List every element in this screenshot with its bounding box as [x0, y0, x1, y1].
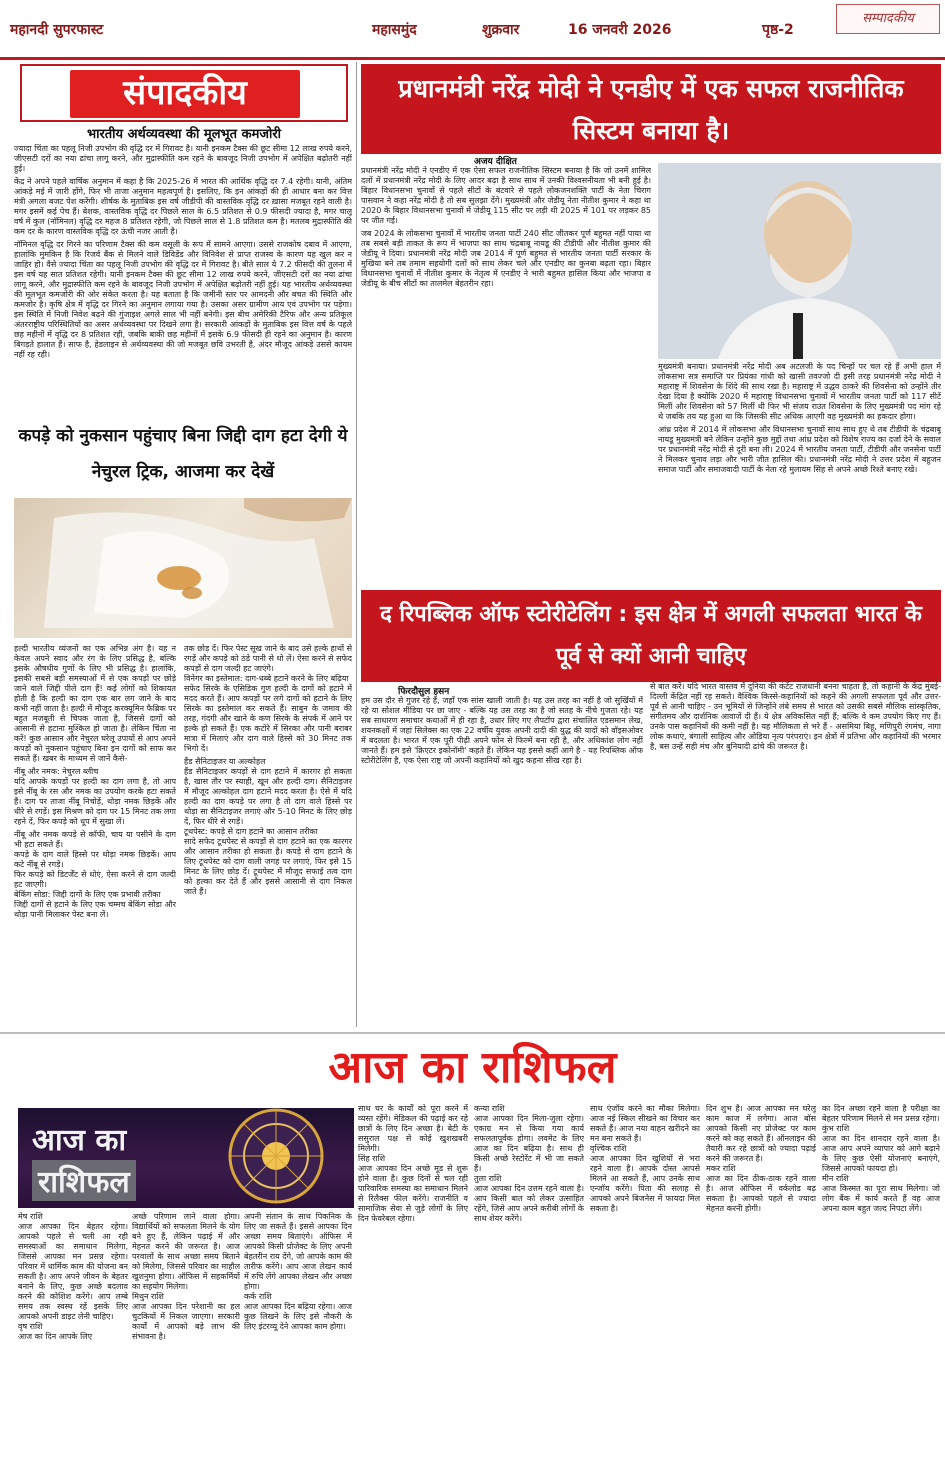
- rashifal-col: मेष राशि आज आपका दिन बेहतर रहेगा। आपको पहले से चली आ रही समस्याओं का समाधान मिलेगा, जिससे आपका मन प्रसन्न रहेगा। परिवार में धार्मिक काम की योजना बन सकती है। आप अपने जीवन के बेहतर बनाने के लिए, कुछ अच्छे बदलाव करने की कोशिश करेंगे। आप लम्बे समय तक स्वस्थ रहें इसके लिए आपको अपनी डाइट लेनी चाहिए। वृष राशि आज का दिन आपके लिए: [18, 1212, 128, 1341]
- page-number: पृष्ठ-2: [762, 22, 794, 38]
- editorial-para: नॉमिनल वृद्धि दर गिरने का परिणाम टैक्स की कम वसूली के रूप में सामने आएगा। उससे राजकोष दबाव में आएगा, हालांकि मुमकिन है कि रिजर्व बैंक से मिलने वाले डिविडेंड और विनिवेश से प्राप्त राजस्व के कारण यह खुल कर न जाहिर हो। वैसे ज्यादा चिंता का पहलू निजी उपभोग की वृद्धि दर में गिरावट है। बीते साल ये 7.2 फीसदी की तुलना में इस वर्ष यह सात प्रतिशत रहेगी। यानी इनकम टैक्स की छूट सीमा 12 लाख रुपये करने, जीएसटी दरों का नया ढांचा लागू करने, और मुद्रास्फीति कम रहने के बावजूद निजी उपभोग में अपेक्षित बढ़ोतरी नहीं हुई। यह भारतीय अर्थव्यवस्था की मूलभूत कमजोरी की ओर संकेत करता है। यह बताता है कि जमीनी स्तर पर आमदनी और बचत की स्थिति और कमजोर है। कृषि क्षेत्र में वृद्धि दर गिरने का अनुमान लगाया गया है। उसका असर ग्रामीण आय एवं उपभोग पर पड़ेगा। इस स्थिति में निजी निवेश बढ़ने की गुंजाइश अगले साल भी नहीं बनेगी। इस बीच अमेरिकी टैरिफ और अन्य प्रतिकूल अंतरराष्ट्रीय परिस्थितियों का असर अर्थव्यवस्था पर दिखने लगा है। सरकारी आंकड़ों के मुताबिक इस वित्त वर्ष के पहले छह महीनों में वृद्धि दर 8 प्रतिशत रही, जबकि बाकी छह महीनों में इसके 6.9 फीसदी ही रहने का अनुमान है। कारण बिगड़ते हालात हैं। साफ है, हेडलाइन से अर्थव्यवस्था की जो मजबूत छवि उभरती है, अंदर मौजूद आंकड़े उससे कायम नहीं रह रही।: [14, 240, 352, 359]
- stain-para: नींबू और नमक कपड़े से कॉफी, चाय या पसीने के दाग भी हटा सकते हैं। कपड़े के दाग वाले हिस्से पर थोड़ा नमक छिड़कें। आप कटे नींबू से रगड़ें। फिर कपड़े को डिटर्जेंट से धोएं, ऐसा करने से दाग जल्दी हट जाएगी। बेकिंग सोडा: जिद्दी दागों के लिए एक प्रभावी तरीका जिद्दी दागों से हटाने के लिए एक चम्मच बेकिंग सोडा और थोड़ा पानी मिलाकर पेस्ट बना लें।: [14, 830, 176, 919]
- stain-para: नींबू और नमक: नेचुरल ब्लीच यदि आपके कपड़ों पर हल्दी का दाग लगा है, तो आप इसे नींबू के रस और नमक का उपयोग करके हटा सकते हैं। दाग पर ताजा नींबू निचोड़ें, थोड़ा नमक छिड़कें और धीरे से रगड़ें। इस मिश्रण को दाग पर 15 मिनट तक लगा रहने दें, फिर कपड़े को धूप में सुखा लें।: [14, 767, 176, 826]
- stain-headline-box: [14, 418, 352, 494]
- section-divider: [0, 1032, 945, 1034]
- city-label: महासमुंद: [372, 22, 417, 38]
- rashifal-col: साथ एंजॉय करने का मौका मिलेगा। आज नई स्किल सीखने का विचार कर सकते हैं। आज नया वाहन खरीदने का मन बना सकते हैं। वृश्चिक राशि आज आपका दिन खुशियों से भरा रहने वाला है। आपके दोस्त आपसे मिलने आ सकते हैं, आप उनके साथ एन्जॉय करेंगे। पिता की सलाह से आपको अपने बिजनेस में फायदा मिल सकता है।: [590, 1104, 700, 1213]
- paper-name: महानदी सुपरफास्ट: [10, 22, 104, 38]
- editorial-title: संपादकीय: [70, 70, 300, 118]
- editorial-subtitle: भारतीय अर्थव्यवस्था की मूलभूत कमजोरी: [86, 127, 282, 142]
- stain-para: हैंड सैनिटाइजर या अल्कोहल हैंड सैनिटाइजर कपड़ों से दाग हटाने में कारगर हो सकता है, खास तौर पर स्याही, खून और हल्दी दाग। सैनिटाइजर में मौजूद अल्कोहल दाग हटाने मदद करता है। ऐसे में यदि हल्दी का दाग कपड़े पर लगा है तो दाग वाले हिस्से पर थोड़ा सा सैनिटाइजर लगाएं और 5-10 मिनट के लिए छोड़ दें, फिर धीरे से रगड़ें। टूथपेस्ट: कपड़े से दाग हटाने का आसान तरीका सादे सफेद टूथपेस्ट से कपड़ों से दाग हटाने का एक कारगर और आसान तरीका हो सकता है। कपड़े से दाग हटाने के लिए टूथपेस्ट को दाग वाली जगह पर लगाएं, फिर इसे 15 मिनट के लिए छोड़ दें। टूथपेस्ट में मौजूद सफाई तत्व दाग को हल्का कर देते हैं और इससे आसानी से दाग निकल जाते हैं।: [184, 757, 352, 896]
- rashifal-title: आज का राशिफल: [328, 1042, 617, 1093]
- editorial-body: [14, 144, 352, 412]
- story-byline: फिरदौसुल हसन: [398, 687, 450, 697]
- stain-headline: कपड़े को नुकसान पहुंचाए बिना जिद्दी दाग हटा देगी ये नेचुरल ट्रिक, आजमा कर देखें: [18, 426, 348, 482]
- modi-photo: [658, 163, 941, 359]
- lead-headline: प्रधानमंत्री नरेंद्र मोदी ने एनडीए में एक सफल राजनीतिक सिस्टम बनाया है।: [361, 64, 941, 154]
- lead-byline: अजय दीक्षित: [474, 157, 517, 167]
- editorial-para: ज्यादा चिंता का पहलू निजी उपभोग की वृद्धि दर में गिरावट है। यानी इनकम टैक्स की छूट सीमा 12 लाख रुपये करने, जीएसटी दरों का नया ढांचा लागू करने, और मुद्रास्फीति कम रहने के बावजूद निजी उपभोग में अपेक्षित बढ़ोतरी नहीं हुई।: [14, 144, 352, 173]
- lead-para: मुख्यमंत्री बनाया। प्रधानमंत्री नरेंद्र मोदी अब अटलजी के पद चिन्हों पर चल रहे हैं अभी हाल में लोकसभा सत्र समाप्ति पर प्रियंका गांधी को खासी तवज्जो दी इसी तरह प्रधानमंत्री नरेंद्र मोदी ने महाराष्ट्र में शिवसेना के शिंदे की साथ रखा है। महाराष्ट्र में उद्धव ठाकरे की शिवसेना को उन्होंने तीर देखा दिया है क्योंकि 2020 में महाराष्ट्र विधानसभा चुनावों में भारतीय जनता पार्टी को 117 सीटें मिलीं और शिवसेना को 57 मिलीं थी फिर भी संजय राउत शिवसेना के लिए मुख्यमंत्री पद मांग रहे थे जबकि तय यह हुआ था कि जिसकी सीट अधिक आएगी वह मुख्यमंत्री का हकदार होगा।: [658, 362, 941, 421]
- editorial-para: केंद्र ने अपने पहले वार्षिक अनुमान में कहा है कि 2025-26 में भारत की आर्थिक वृद्धि दर 7.4 रहेगी। यानी, अंतिम आंकड़े मई में जारी होंगे, फिर भी ताजा अनुमान महत्वपूर्ण है। इसलिए, कि इन आंकड़ों की ही आधार बना कर वित्त मंत्री अगला बजट पेश करेंगी। शीर्षक के मुताबिक इस वर्ष जीडीपी की वास्तविक वृद्धि दर ख़ासा मजबूत रहने वाली है। मगर इसमें कई पेच हैं। बेशक, वास्तविक वृद्धि दर पिछले साल के 6.5 प्रतिशत से 0.9 फीसदी ज्यादा है, मगर चालू वर्ष में कुल (नॉमिनल) वृद्धि दर महज 8 प्रतिशत रहेगी, जो पिछले साल से 1.8 प्रतिशत कम है। मतलब मुद्रास्फीति की कम दर के कारण वास्तविक वृद्धि दर ऊंची नजर आती है।: [14, 177, 352, 236]
- rashifal-col: का दिन अच्छा रहने वाला है परीक्षा का बेहतर परिणाम मिलने से मन प्रसन्न रहेगा। कुंभ राशि आज का दिन शानदार रहने वाला है। आज आप अपने व्यापार को आगे बढ़ाने के लिए कुछ ऐसी योजनाएं बनाएंगे, जिससे आपको फायदा हो। मीन राशि आज किस्मत का पूरा साथ मिलेगा। जो लोग बैंक में कार्य करते हैं वह आज अपना काम बहुत जल्द निपटा लेंगे।: [822, 1104, 940, 1213]
- lead-para: प्रधानमंत्री नरेंद्र मोदी ने एनडीए में एक ऐसा सफल राजनीतिक सिस्टम बनाया है कि जो उनमें शामिल दलों में प्रधानमंत्री नरेंद्र मोदी के लिए आदर बढ़ा है साथ साथ में उनकी विश्वसनीयता भी बनी हुई है। बिहार विधानसभा चुनावों से पहले सीटों के बंटवारे से पहले लोकजनशक्ति पार्टी के नेता चिराग पासवान ने कहा नरेंद्र मोदी है तो सब सुलझा देंगे। मुख्यमंत्री और जेडीयू नेता नीतीश कुमार ने कहा था 2020 के बिहार विधानसभा चुनावों में जेडीयू 115 सीट पर लड़ी थी 2025 में 101 पर लड़कर 85 पर जीत गई।: [361, 166, 651, 225]
- editorial-banner: [20, 64, 348, 122]
- rashifal-img-line2: राशिफल: [32, 1160, 136, 1201]
- stain-photo: [14, 498, 352, 638]
- lead-body-left: [361, 166, 651, 584]
- day-label: शुक्रवार: [482, 22, 520, 38]
- lead-para: आंध्र प्रदेश में 2014 में लोकसभा और विधानसभा चुनावों साथ साथ हुए थे तब टीडीपी के चंद्रबाबू नायडू मुख्यमंत्री बने लेकिन उन्होंने कुछ मुद्दों तथा आंध्र प्रदेश को विशेष राज्य का दर्जा देने के सवाल पर प्रधानमंत्री नरेंद्र मोदी से दूरी बना ली। 2024 में भारतीय जनता पार्टी, टीडीपी और जनसेना पार्टी ने मिलकर चुनाव लड़ा और भारी जीत हासिल की। प्रधानमंत्री नरेंद्र मोदी ने उत्तर प्रदेश में बहुजन समाज पार्टी और समाजवादी पार्टी के नेता रहे मुलायम सिंह से अपने अच्छे रिश्ते बनाए रखे।: [658, 425, 941, 474]
- editorial-logo: [836, 4, 940, 34]
- masthead-bar: [0, 0, 945, 60]
- rashifal-col: अच्छे परिणाम लाने वाला होगा। विद्यार्थियों को सफलता मिलने के योग बने हुए हैं, लेकिन पढ़ाई में और मेहनत करने की जरूरत है। आज परवालों के साथ अच्छा समय बिताने को मिलेगा, जिससे परिवार का माहौल खुशनुमा होगा। ऑफिस में सहकर्मियों का सहयोग मिलेगा। मिथुन राशि आज आपका दिन परेशानी का हल चुटकियों में निकल जाएगा। सरकारी कार्यों में आपको बड़े लाभ की संभावना है।: [132, 1212, 240, 1341]
- rashifal-image: [18, 1108, 354, 1208]
- story-headline: द रिपब्लिक ऑफ स्टोरीटेलिंग : इस क्षेत्र में अगली सफलता भारत के पूर्व से क्यों आनी चाहिए: [361, 590, 941, 682]
- lead-para: जब 2024 के लोकसभा चुनावों में भारतीय जनता पार्टी 240 सीट जीतकर पूर्ण बहुमत नहीं पाया था तब सबसे बड़ी ताकत के रूप में भाजपा का साथ चंद्रबाबू नायडू की टीडीपी और नीतीश कुमार की जेडीयू ने दिया। प्रधानमंत्री नरेंद्र मोदी जब 2014 में पूर्ण बहुमत से भारतीय जनता पार्टी सरकार के मुखिया बने तब तमाम सहयोगी दलों को साथ लेकर चले और एनडीए का कुनबा बढ़ता रहा। बिहार विधानसभा चुनावों में नीतीश कुमार के नेतृत्व में एनडीए ने भारी बहुमत हासिल किया और भाजपा व जेडीयू के बीच सीटों का तालमेल बेहतरीन रहा।: [361, 229, 651, 288]
- stain-col-2: [184, 644, 352, 1029]
- stain-para: तक छोड़ दें। फिर पेस्ट सूख जाने के बाद उसे हल्के हाथों से रगड़ें और कपड़े को ठंडे पानी से धो लें। ऐसा करने से सफेद कपड़ों से दाग जल्दी हट जाएंगे। विनेगर का इस्तेमाल: दाग-धब्बे हटाने करने के लिए बढ़िया सफेद सिरके के एसिडिक गुण हल्दी के दागों को हटाने में मदद करते हैं। आप कपड़ों पर लगे दागों को हटाने के लिए सिरके का इस्तेमाल कर सकते हैं। साबुन के जमाव की तरह, गंदगी और खाने के कण सिरके के संपर्क में आने पर हल्के हो सकते हैं। एक कटोरे में सिरका और पानी बराबर मात्रा में मिलाएं और दाग वाले हिस्से को 30 मिनट तक भिगो दें।: [184, 644, 352, 753]
- rashifal-col: साथ घर के कार्यों को पूरा करने में व्यस्त रहेंगे। मेडिकल की पढ़ाई कर रहे छात्रों के लिए दिन अच्छा है। बेटी के ससुराल पक्ष से कोई खुशखबरी मिलेगी। सिंह राशि आज आपका दिन अच्छे मूड से शुरू होने वाला है। कुछ दिनों से चल रही पारिवारिक समस्या का समाधान मिलने से रिलैक्स फील करेंगे। राजनीति व सामाजिक सेवा से जुड़े लोगों के लिए दिन फेवरेबल रहेगा।: [358, 1104, 468, 1223]
- rashifal-banner: [245, 1036, 700, 1102]
- rashifal-col: कन्या राशि आज आपका दिन मिला-जुला रहेगा। एकाग्र मन से किया गया कार्य सफलतापूर्वक होगा। लवमेट के लिए आज का दिन बढ़िया है। साथ ही किसी अच्छे रेस्टोरेंट में भी जा सकते हैं। तुला राशि आज आपका दिन उत्तम रहने वाला है। आप किसी बात को लेकर उत्साहित रहेंगे, जिसे आप अपने करीबी लोगों के साथ शेयर करेंगे।: [474, 1104, 584, 1223]
- stain-para: हल्दी भारतीय व्यंजनों का एक अभिन्न अंग है। यह न केवल अपने स्वाद और रंग के लिए प्रसिद्ध है, बल्कि इसके औषधीय गुणों के लिए भी प्रसिद्ध है। हालांकि, इसकी सबसे बड़ी समस्याओं में से एक कपड़ों पर छोड़े जाने वाले जिद्दी पीले दाग हैं! कई लोगों को शिकायत होती है कि हल्दी का दाग एक बार लग जाने के बाद कभी नहीं जाता है। हल्दी में मौजूद करक्यूमिन फैब्रिक पर बहुत मजबूती से चिपक जाता है, जिससे दागों को आसानी से हटाना मुश्किल हो जाता है। लेकिन चिंता ना करें! कुछ आसान और नेचुरल घरेलू उपायों से आप अपने कपड़ों को नुकसान पहुंचाए बिना इन दागों को साफ कर सकते हैं। खबर के माध्यम से जानें कैसे-: [14, 644, 176, 763]
- date-label: 16 जनवरी 2026: [568, 22, 672, 38]
- rashifal-col: दिन शुभ है। आज आपका मन घरेलू काम काज में लगेगा। आज बॉस आपको किसी नए प्रोजेक्ट पर काम करने को कह सकते हैं। ऑनलाइन की तैयारी कर रहे छात्रों को ज्यादा पढ़ाई करने की जरूरत है। मकर राशि आज का दिन ठीक-ठाक रहने वाला है। आज ऑफिस में वर्कलोड बढ़ सकता है। आपको पहले से ज्यादा मेहनत करनी होगी।: [706, 1104, 816, 1213]
- story-col-2: से बात करें। यदि भारत वास्तव में दुनिया की कंटेंट राजधानी बनना चाहता है, तो कहानी के केंद्र मुंबई-दिल्ली केंद्रित नहीं रह सकते। वैश्विक किस्से-कहानियों को कहने की अगली सफलता पूर्व और उत्तर-पूर्व से आनी चाहिए - उन भूमियों से जिन्होंने लंबे समय से भारत को उसकी सबसे मौलिक सांस्कृतिक, संगीतमय और दार्शनिक आवाजें दी हैं। ये क्षेत्र अविकसित नहीं हैं; बल्कि वे कम उपयोग किए गए हैं। उनके पास कहानियों की कमी नहीं है। यह मौलिकता से भरे हैं - असमिया बिहू, मणिपुरी रंगमंच, नागा लोक कथाएं, बंगाली साहित्य और ओडिया नृत्य परंपराएं। इन क्षेत्रों में प्रतिभा और कहानियों की भरमार है, बस उन्हें सही मंच और बुनियादी ढांचे की जरूरत है।: [650, 682, 941, 751]
- story-col-1: हम उस दौर से गुजर रहे हैं, जहाँ एक सांस खाली जाती है। यह उस तरह का नहीं है जो सुर्खियों में रहे या सोशल मीडिया पर छा जाए - बल्कि यह उस तरह का है जो सतह के नीचे गुजता रहे। यह सब साधारण समाचार कथाओं में ही रहा है, उधार लिए गए लैपटॉप द्वारा संचालित एडसमान लेख, शयनकक्षों में जहां सिलेक्स का एक 22 वर्षीय युवक अपनी दादी की युद्ध की यादों को वॉइसओवर में बदलता है। भारत में एक पूरी पीढ़ी अपने फोन से फिल्में बना रही है, और अधिकांश लोग नहीं जानते हैं। हम इसे 'क्रिएटर इकोनॉमी' कहते हैं। लेकिन यह इससे कहीं आगे है - यह रिपब्लिक ऑफ स्टोरीटेलिंग है, एक ऐसा राष्ट्र जो अपनी कहानियों को खुद कहना सीख रहा है।: [361, 696, 643, 765]
- lead-body-right: [658, 362, 941, 584]
- rashifal-img-line1: आज का: [32, 1123, 127, 1158]
- stain-cloth-image: [14, 498, 352, 638]
- modi-portrait-image: [658, 163, 941, 359]
- editorial-logo-text: सम्पादकीय: [862, 11, 914, 26]
- rashifal-col: अपनी संतान के साथ पिकनिक के लिए जा सकते हैं। इससे आपका दिन अच्छा समय बिताएंगे। ऑफिस में आपको किसी प्रोजेक्ट के लिए अपनी बेहतरीन राय देंगे, जो आपके काम की तारीफ करेंगे। आप आज लेखन कार्य में रुचि लेंगे आपका लेखन और अच्छा होगा। कर्क राशि आज आपका दिन बढ़िया रहेगा। आज कुछ लिखने के लिए इसे नौकरी के लिए इंटरव्यू देने आपका काम होगा।: [244, 1212, 352, 1331]
- stain-col-1: [14, 644, 176, 1029]
- column-divider: [356, 62, 357, 1027]
